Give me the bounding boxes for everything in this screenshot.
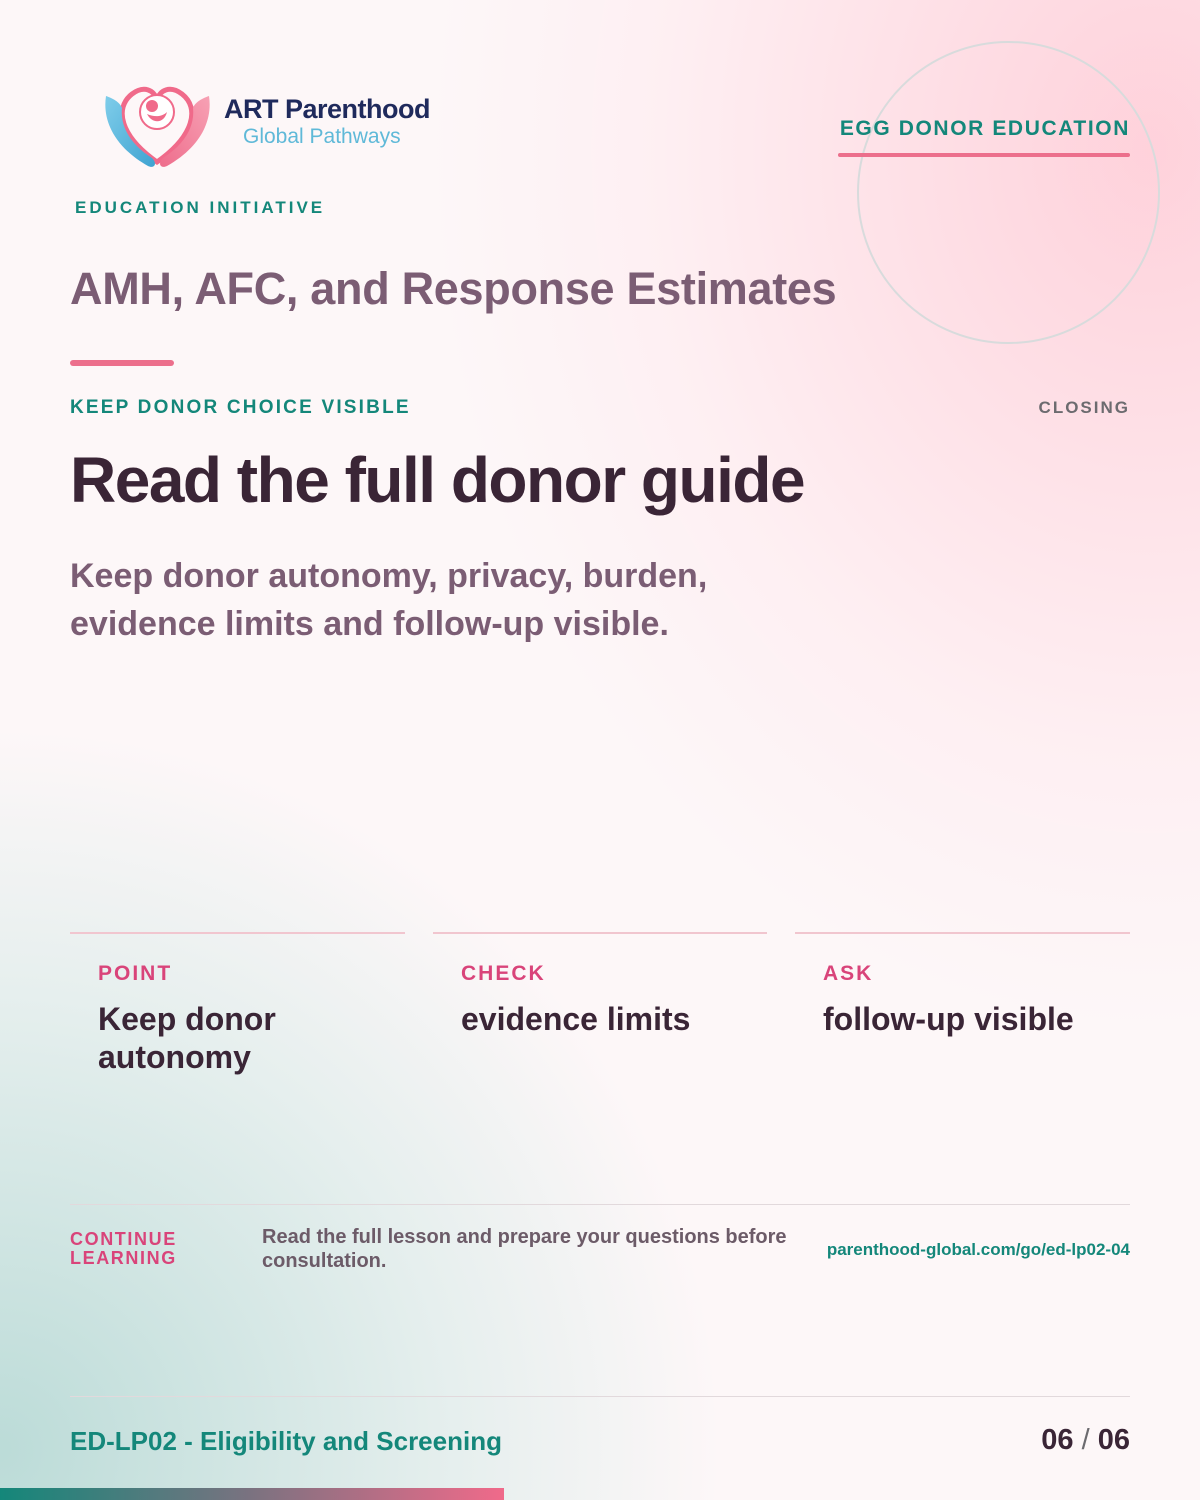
accent-bar — [70, 360, 174, 366]
continue-learning-label: CONTINUE LEARNING — [70, 1229, 177, 1268]
card-kicker: POINT — [98, 962, 173, 985]
lesson-link[interactable]: parenthood-global.com/go/ed-lp02-04 — [826, 1240, 1130, 1259]
card-text: Keep donor autonomy — [98, 1001, 276, 1075]
brand-subtitle: Global Pathways — [243, 125, 401, 148]
series-underline — [838, 153, 1130, 157]
education-eyebrow: EDUCATION INITIATIVE — [75, 198, 326, 217]
series-label: EGG DONOR EDUCATION — [839, 117, 1130, 140]
brand-name: ART Parenthood — [224, 94, 430, 124]
closing-tag: CLOSING — [1038, 398, 1130, 417]
check-card — [433, 932, 767, 1132]
ask-card — [795, 932, 1130, 1132]
brand-logo — [100, 74, 215, 174]
card-kicker: ASK — [823, 962, 874, 985]
page-subhead: Keep donor autonomy, privacy, burden, evidence limits and follow-up visible. — [70, 557, 708, 643]
page-total: 06 — [1097, 1424, 1130, 1456]
divider — [70, 1204, 1130, 1205]
card-kicker: CHECK — [461, 962, 546, 985]
decorative-circle — [857, 41, 1160, 344]
divider — [70, 1396, 1130, 1397]
topic-title: AMH, AFC, and Response Estimates — [70, 263, 837, 314]
progress-bar — [0, 1488, 504, 1500]
heart-hands-baby-icon — [100, 74, 215, 174]
page-separator: / — [1081, 1424, 1090, 1456]
point-card — [70, 932, 405, 1132]
section-label: KEEP DONOR CHOICE VISIBLE — [70, 397, 411, 418]
page-number — [1041, 1424, 1130, 1457]
course-label: ED-LP02 - Eligibility and Screening — [70, 1426, 502, 1456]
page-headline: Read the full donor guide — [70, 444, 805, 516]
page-current: 06 — [1041, 1424, 1074, 1456]
continue-learning-text: Read the full lesson and prepare your questions before consultation. — [262, 1226, 787, 1272]
card-text: evidence limits — [461, 1001, 691, 1037]
card-text: follow-up visible — [823, 1001, 1074, 1037]
